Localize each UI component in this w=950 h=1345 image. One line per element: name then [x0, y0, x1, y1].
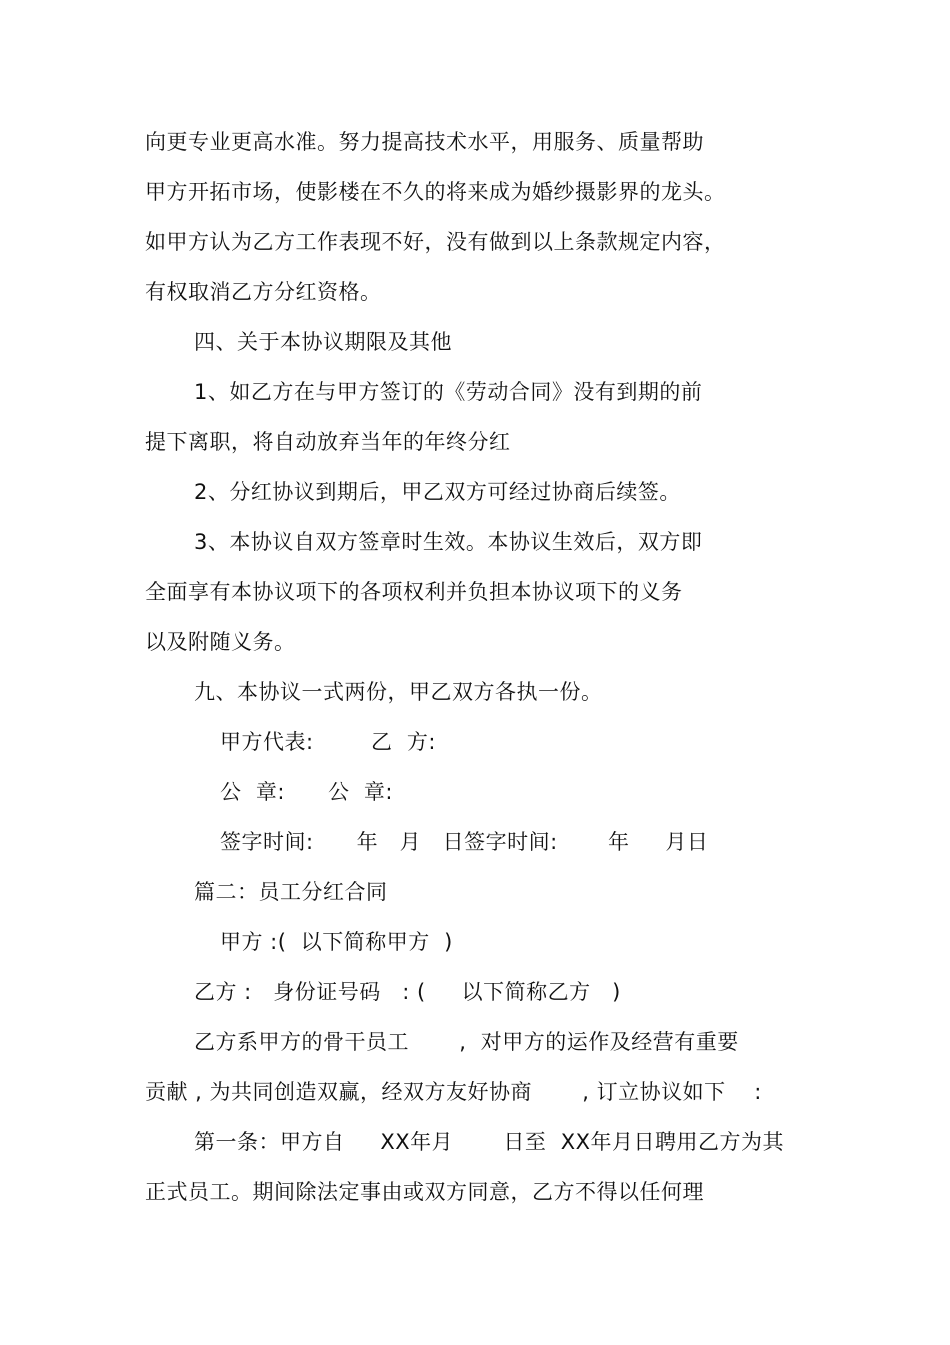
paragraph-line: 九、本协议一式两份，甲乙双方各执一份。	[194, 680, 603, 704]
paragraph-line: 向更专业更高水准。努力提高技术水平，用服务、质量帮助	[145, 130, 704, 154]
paragraph-line: 全面享有本协议项下的各项权利并负担本协议项下的义务	[145, 580, 683, 604]
signature-seal-line: 公 章: 公 章:	[220, 780, 393, 804]
paragraph-line: 正式员工。期间除法定事由或双方同意，乙方不得以任何理	[145, 1180, 704, 1204]
section-heading: 四、关于本协议期限及其他	[194, 330, 452, 354]
paragraph-line: 甲方开拓市场，使影楼在不久的将来成为婚纱摄影界的龙头。	[145, 180, 726, 204]
paragraph-line: 提下离职，将自动放弃当年的年终分红	[145, 430, 511, 454]
article-title: 篇二：员工分红合同	[194, 880, 388, 904]
paragraph-line: 有权取消乙方分红资格。	[145, 280, 382, 304]
paragraph-line: 如甲方认为乙方工作表现不好，没有做到以上条款规定内容，	[145, 230, 726, 254]
signature-date-line: 签字时间: 年 月 日签字时间: 年 月日	[220, 830, 709, 854]
paragraph-line: 2、分红协议到期后，甲乙双方可经过协商后续签。	[194, 480, 681, 504]
paragraph-line: 3、本协议自双方签章时生效。本协议生效后，双方即	[194, 530, 703, 554]
paragraph-line: 乙方系甲方的骨干员工 , 对甲方的运作及经营有重要	[194, 1030, 739, 1054]
paragraph-line: 1、如乙方在与甲方签订的《劳动合同》没有到期的前	[194, 380, 703, 404]
article-one-line: 第一条：甲方自 XX年月 日至 XX年月日聘用乙方为其	[194, 1130, 784, 1154]
signature-representative-line: 甲方代表: 乙 方:	[220, 730, 436, 754]
party-a-line: 甲方 :( 以下简称甲方 )	[220, 930, 453, 954]
paragraph-line: 以及附随义务。	[145, 630, 296, 654]
party-b-line: 乙方 : 身份证号码 : ( 以下简称乙方 )	[194, 980, 621, 1004]
paragraph-line: 贡献 , 为共同创造双赢，经双方友好协商 , 订立协议如下 :	[145, 1080, 762, 1104]
